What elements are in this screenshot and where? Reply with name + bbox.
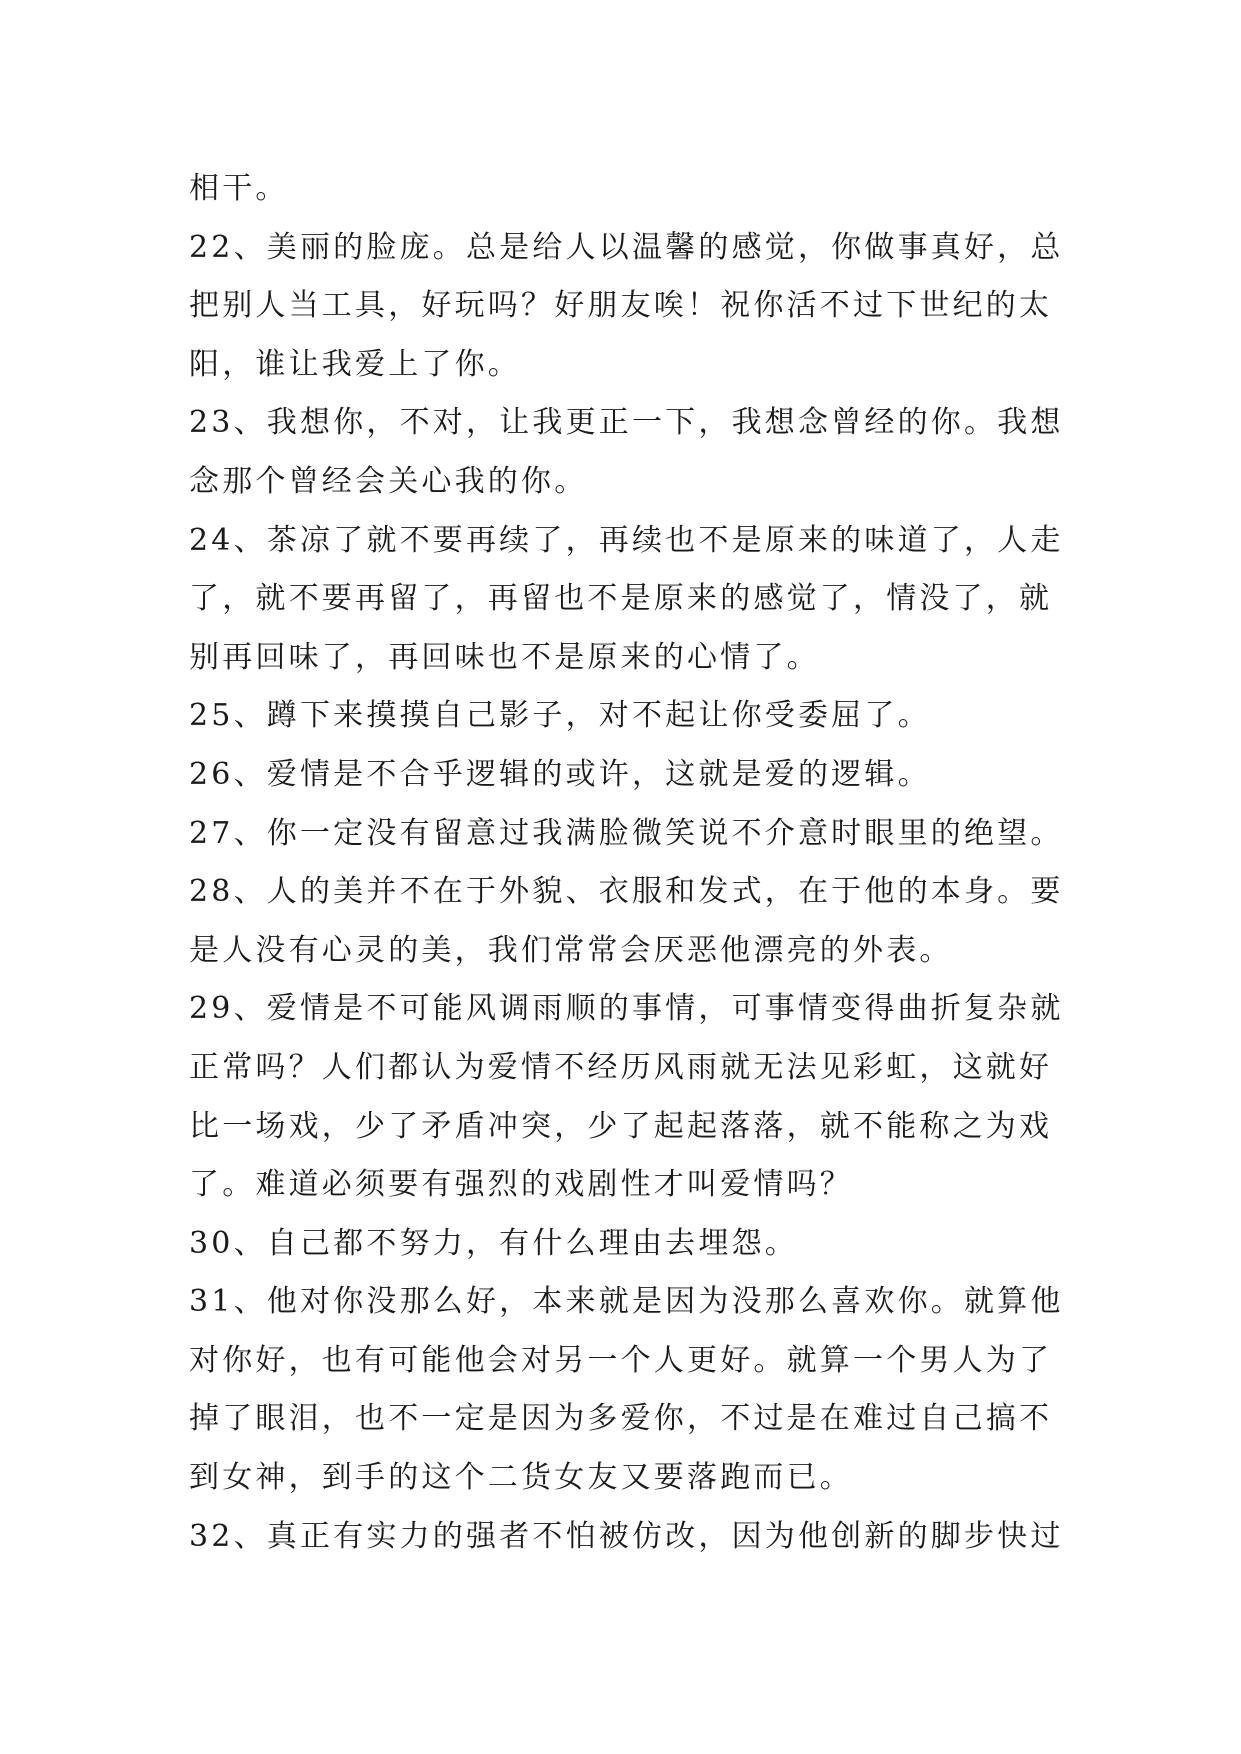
text-line: 相干。 (189, 171, 289, 206)
text-line: 27、你一定没有留意过我满脸微笑说不介意时眼里的绝望。 (189, 815, 1064, 851)
text-line: 28、人的美并不在于外貌、衣服和发式，在于他的本身。要 (189, 874, 1064, 910)
text-line: 22、美丽的脸庞。总是给人以温馨的感觉，你做事真好，总 (189, 229, 1064, 265)
text-line: 阳，谁让我爱上了你。 (189, 346, 521, 382)
text-line: 23、我想你，不对，让我更正一下，我想念曾经的你。我想 (189, 405, 1064, 441)
text-line: 24、茶凉了就不要再续了，再续也不是原来的味道了，人走 (189, 522, 1064, 558)
text-line: 把别人当工具，好玩吗？好朋友唉！祝你活不过下世纪的太 (189, 288, 1053, 324)
text-line: 念那个曾经会关心我的你。 (189, 463, 588, 499)
text-line: 26、爱情是不合乎逻辑的或许，这就是爱的逻辑。 (189, 756, 931, 792)
text-line: 是人没有心灵的美，我们常常会厌恶他漂亮的外表。 (189, 932, 953, 968)
text-line: 30、自己都不努力，有什么理由去埋怨。 (189, 1225, 798, 1261)
text-line: 到女神，到手的这个二货女友又要落跑而已。 (189, 1460, 853, 1496)
body-text (189, 160, 1069, 1566)
text-line: 别再回味了，再回味也不是原来的心情了。 (189, 639, 820, 675)
text-line: 25、蹲下来摸摸自己影子，对不起让你受委屈了。 (189, 698, 931, 734)
text-line: 29、爱情是不可能风调雨顺的事情，可事情变得曲折复杂就 (189, 991, 1064, 1027)
text-line: 正常吗？人们都认为爱情不经历风雨就无法见彩虹，这就好 (189, 1049, 1053, 1085)
text-line: 了，就不要再留了，再留也不是原来的感觉了，情没了，就 (189, 581, 1053, 617)
text-line: 比一场戏，少了矛盾冲突，少了起起落落，就不能称之为戏 (189, 1108, 1053, 1144)
text-line: 31、他对你没那么好，本来就是因为没那么喜欢你。就算他 (189, 1284, 1064, 1320)
text-line: 了。难道必须要有强烈的戏剧性才叫爱情吗？ (189, 1167, 853, 1203)
text-line: 掉了眼泪，也不一定是因为多爱你，不过是在难过自己搞不 (189, 1401, 1053, 1437)
text-line: 对你好，也有可能他会对另一个人更好。就算一个男人为了 (189, 1342, 1053, 1378)
text-line: 32、真正有实力的强者不怕被仿改，因为他创新的脚步快过 (189, 1518, 1064, 1554)
